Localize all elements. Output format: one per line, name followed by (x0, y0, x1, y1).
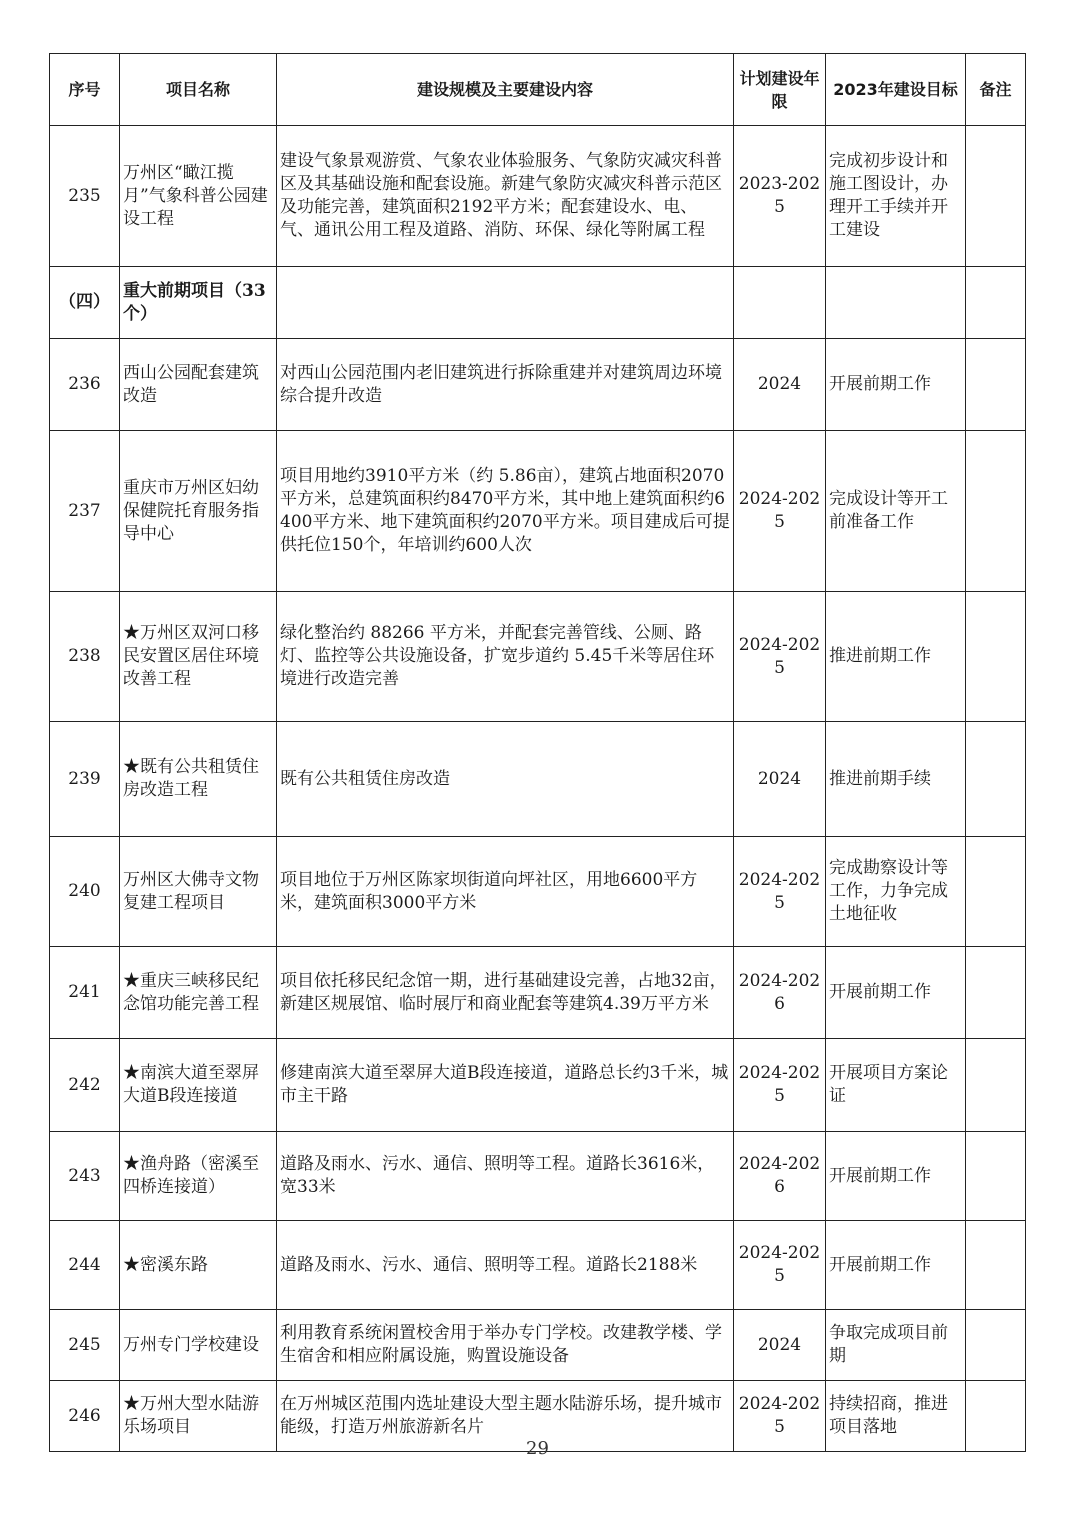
section-row (50, 267, 1026, 339)
table-row (50, 1310, 1026, 1381)
cell-goal: 完成设计等开工前准备工作 (826, 431, 966, 592)
cell-goal: 开展前期工作 (826, 1221, 966, 1310)
cell-seq: 239 (50, 722, 120, 837)
cell-seq: 242 (50, 1039, 120, 1132)
header-note: 备注 (966, 54, 1026, 126)
cell-note (966, 126, 1026, 267)
cell-content: 项目地位于万州区陈家坝街道向坪社区，用地6600平方米，建筑面积3000平方米 (277, 837, 734, 947)
cell-goal: 推进前期工作 (826, 592, 966, 722)
cell-content: 项目依托移民纪念馆一期，进行基础建设完善，占地32亩，新建区规展馆、临时展厅和商业配套等建筑4.39万平方米 (277, 947, 734, 1039)
table-row (50, 722, 1026, 837)
header-goal: 2023年建设目标 (826, 54, 966, 126)
cell-content: 既有公共租赁住房改造 (277, 722, 734, 837)
header-seq: 序号 (50, 54, 120, 126)
cell-seq: 236 (50, 339, 120, 431)
table-row (50, 1039, 1026, 1132)
cell-period: 2024-2025 (734, 1381, 826, 1452)
cell-seq: 241 (50, 947, 120, 1039)
cell-seq: 235 (50, 126, 120, 267)
cell-goal: 开展项目方案论证 (826, 1039, 966, 1132)
cell-period: 2024-2025 (734, 592, 826, 722)
header-period: 计划建设年限 (734, 54, 826, 126)
page-number: 29 (526, 1438, 549, 1459)
table-row (50, 339, 1026, 431)
cell-goal: 完成勘察设计等工作，力争完成土地征收 (826, 837, 966, 947)
cell-content: 在万州城区范围内选址建设大型主题水陆游乐场，提升城市能级，打造万州旅游新名片 (277, 1381, 734, 1452)
cell-period: 2024-2025 (734, 1039, 826, 1132)
cell-content: 道路及雨水、污水、通信、照明等工程。道路长2188米 (277, 1221, 734, 1310)
cell-seq: （四） (50, 267, 120, 339)
header-name: 项目名称 (120, 54, 277, 126)
cell-note (966, 947, 1026, 1039)
cell-name: ★既有公共租赁住房改造工程 (120, 722, 277, 837)
cell-name: ★渔舟路（密溪至四桥连接道） (120, 1132, 277, 1221)
header-row (50, 54, 1026, 126)
cell-goal: 推进前期手续 (826, 722, 966, 837)
cell-goal: 开展前期工作 (826, 339, 966, 431)
header-content: 建设规模及主要建设内容 (277, 54, 734, 126)
cell-note (966, 1221, 1026, 1310)
table-row (50, 1132, 1026, 1221)
cell-name: ★密溪东路 (120, 1221, 277, 1310)
cell-content: 对西山公园范围内老旧建筑进行拆除重建并对建筑周边环境综合提升改造 (277, 339, 734, 431)
cell-period: 2023-2025 (734, 126, 826, 267)
cell-goal: 开展前期工作 (826, 947, 966, 1039)
table-row (50, 1221, 1026, 1310)
cell-name: 万州区“瞰江揽月”气象科普公园建设工程 (120, 126, 277, 267)
cell-note (966, 722, 1026, 837)
cell-seq: 238 (50, 592, 120, 722)
cell-goal: 开展前期工作 (826, 1132, 966, 1221)
cell-content: 修建南滨大道至翠屏大道B段连接道，道路总长约3千米，城市主干路 (277, 1039, 734, 1132)
table-row (50, 431, 1026, 592)
cell-period: 2024 (734, 722, 826, 837)
project-table (49, 53, 1026, 1452)
cell-name: 万州区大佛寺文物复建工程项目 (120, 837, 277, 947)
cell-content: 建设气象景观游赏、气象农业体验服务、气象防灾减灾科普区及其基础设施和配套设施。新建气象防灾减灾科普示范区及功能完善，建筑面积2192平方米；配套建设水、电、气、通讯公用工程及道路、消防、环保、绿化等附属工程 (277, 126, 734, 267)
cell-period: 2024-2026 (734, 947, 826, 1039)
cell-goal: 持续招商，推进项目落地 (826, 1381, 966, 1452)
cell-note (966, 837, 1026, 947)
cell-goal: 争取完成项目前期 (826, 1310, 966, 1381)
cell-seq: 240 (50, 837, 120, 947)
cell-seq: 244 (50, 1221, 120, 1310)
cell-note (966, 1132, 1026, 1221)
cell-name: 西山公园配套建筑改造 (120, 339, 277, 431)
cell-content: 绿化整治约 88266 平方米，并配套完善管线、公厕、路灯、监控等公共设施设备，扩宽步道约 5.45千米等居住环境进行改造完善 (277, 592, 734, 722)
cell-name: ★南滨大道至翠屏大道B段连接道 (120, 1039, 277, 1132)
cell-seq: 237 (50, 431, 120, 592)
cell-period: 2024-2026 (734, 1132, 826, 1221)
cell-period: 2024 (734, 339, 826, 431)
table-row (50, 126, 1026, 267)
cell-seq: 243 (50, 1132, 120, 1221)
cell-period: 2024 (734, 1310, 826, 1381)
table-row (50, 947, 1026, 1039)
cell-goal: 完成初步设计和施工图设计，办理开工手续并开工建设 (826, 126, 966, 267)
cell-note (966, 1039, 1026, 1132)
cell-name: 重大前期项目（33个） (120, 267, 277, 339)
cell-seq: 245 (50, 1310, 120, 1381)
cell-content: 利用教育系统闲置校舍用于举办专门学校。改建教学楼、学生宿舍和相应附属设施，购置设施设备 (277, 1310, 734, 1381)
cell-note (966, 592, 1026, 722)
cell-period: 2024-2025 (734, 1221, 826, 1310)
cell-note (966, 431, 1026, 592)
cell-name: 万州专门学校建设 (120, 1310, 277, 1381)
cell-goal (826, 267, 966, 339)
cell-note (966, 1310, 1026, 1381)
cell-seq: 246 (50, 1381, 120, 1452)
table-row (50, 592, 1026, 722)
cell-name: 重庆市万州区妇幼保健院托育服务指导中心 (120, 431, 277, 592)
cell-name: ★重庆三峡移民纪念馆功能完善工程 (120, 947, 277, 1039)
table-row (50, 837, 1026, 947)
cell-period: 2024-2025 (734, 431, 826, 592)
cell-name: ★万州大型水陆游乐场项目 (120, 1381, 277, 1452)
cell-period: 2024-2025 (734, 837, 826, 947)
cell-note (966, 339, 1026, 431)
cell-content: 项目用地约3910平方米（约 5.86亩），建筑占地面积2070平方米，总建筑面积约8470平方米，其中地上建筑面积约6400平方米、地下建筑面积约2070平方米。项目建成后可提供托位150个，年培训约600人次 (277, 431, 734, 592)
cell-name: ★万州区双河口移民安置区居住环境改善工程 (120, 592, 277, 722)
cell-content: 道路及雨水、污水、通信、照明等工程。道路长3616米，宽33米 (277, 1132, 734, 1221)
cell-note (966, 267, 1026, 339)
cell-period (734, 267, 826, 339)
cell-content (277, 267, 734, 339)
